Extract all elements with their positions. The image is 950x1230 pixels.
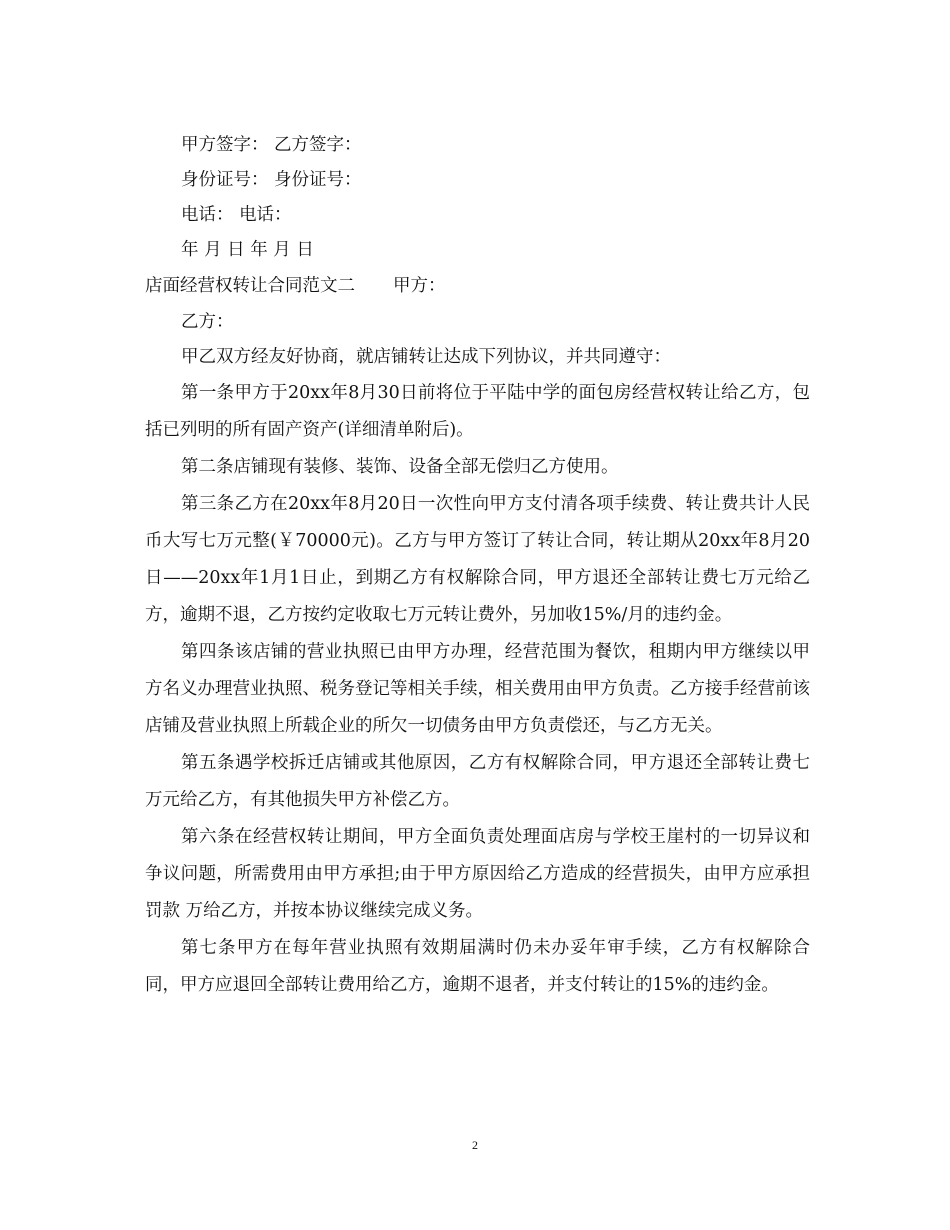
contract-title: 店面经营权转让合同范文二 xyxy=(145,276,355,296)
party-b-label: 乙方： xyxy=(181,312,234,332)
contract-intro: 甲乙双方经友好协商，就店铺转让达成下列协议，并共同遵守： xyxy=(181,347,671,367)
article-2: 第二条店铺现有装修、装饰、设备全部无偿归乙方使用。 xyxy=(181,457,619,477)
article-3: 第三条乙方在20xx年8月20日一次性向甲方支付清各项手续费、转让费共计人民币大写七万元整(￥70000元)。乙方与甲方签订了转让合同，转让期从20xx年8月20日——20xx年1月1日止，到期乙方有权解除合同，甲方退还全部转让费七万元给乙方，逾期不退，乙方按约定收取七万元转让费外，另加收15%/月的违约金。 xyxy=(145,494,810,625)
date-line: 年 月 日 年 月 日 xyxy=(181,240,314,260)
article-7: 第七条甲方在每年营业执照有效期届满时仍未办妥年审手续，乙方有权解除合同，甲方应退回全部转让费用给乙方，逾期不退者，并支付转让的15%的违约金。 xyxy=(145,938,810,995)
phone-line: 电话： 电话： xyxy=(181,205,292,225)
article-6: 第六条在经营权转让期间，甲方全面负责处理面店房与学校王崖村的一切异议和争议问题，所需费用由甲方承担;由于甲方原因给乙方造成的经营损失，由甲方应承担罚款 万给乙方，并按本协议继续完成义务。 xyxy=(145,827,810,921)
party-a-label: 甲方： xyxy=(393,276,446,296)
id-number-line: 身份证号： 身份证号： xyxy=(181,170,362,190)
document-body xyxy=(145,128,810,1004)
article-4: 第四条该店铺的营业执照已由甲方办理，经营范围为餐饮，租期内甲方继续以甲方名义办理营业执照、税务登记等相关手续，相关费用由甲方负责。乙方接手经营前该店铺及营业执照上所载企业的所欠一切债务由甲方负责偿还，与乙方无关。 xyxy=(145,642,810,736)
signature-line: 甲方签字： 乙方签字： xyxy=(181,135,362,155)
page-number: 2 xyxy=(472,1138,478,1152)
article-1: 第一条甲方于20xx年8月30日前将位于平陆中学的面包房经营权转让给乙方，包括已列明的所有固产资产(详细清单附后)。 xyxy=(145,383,810,440)
article-5: 第五条遇学校拆迁店铺或其他原因，乙方有权解除合同，甲方退还全部转让费七万元给乙方，有其他损失甲方补偿乙方。 xyxy=(145,753,810,810)
contract-heading-row xyxy=(145,268,810,305)
